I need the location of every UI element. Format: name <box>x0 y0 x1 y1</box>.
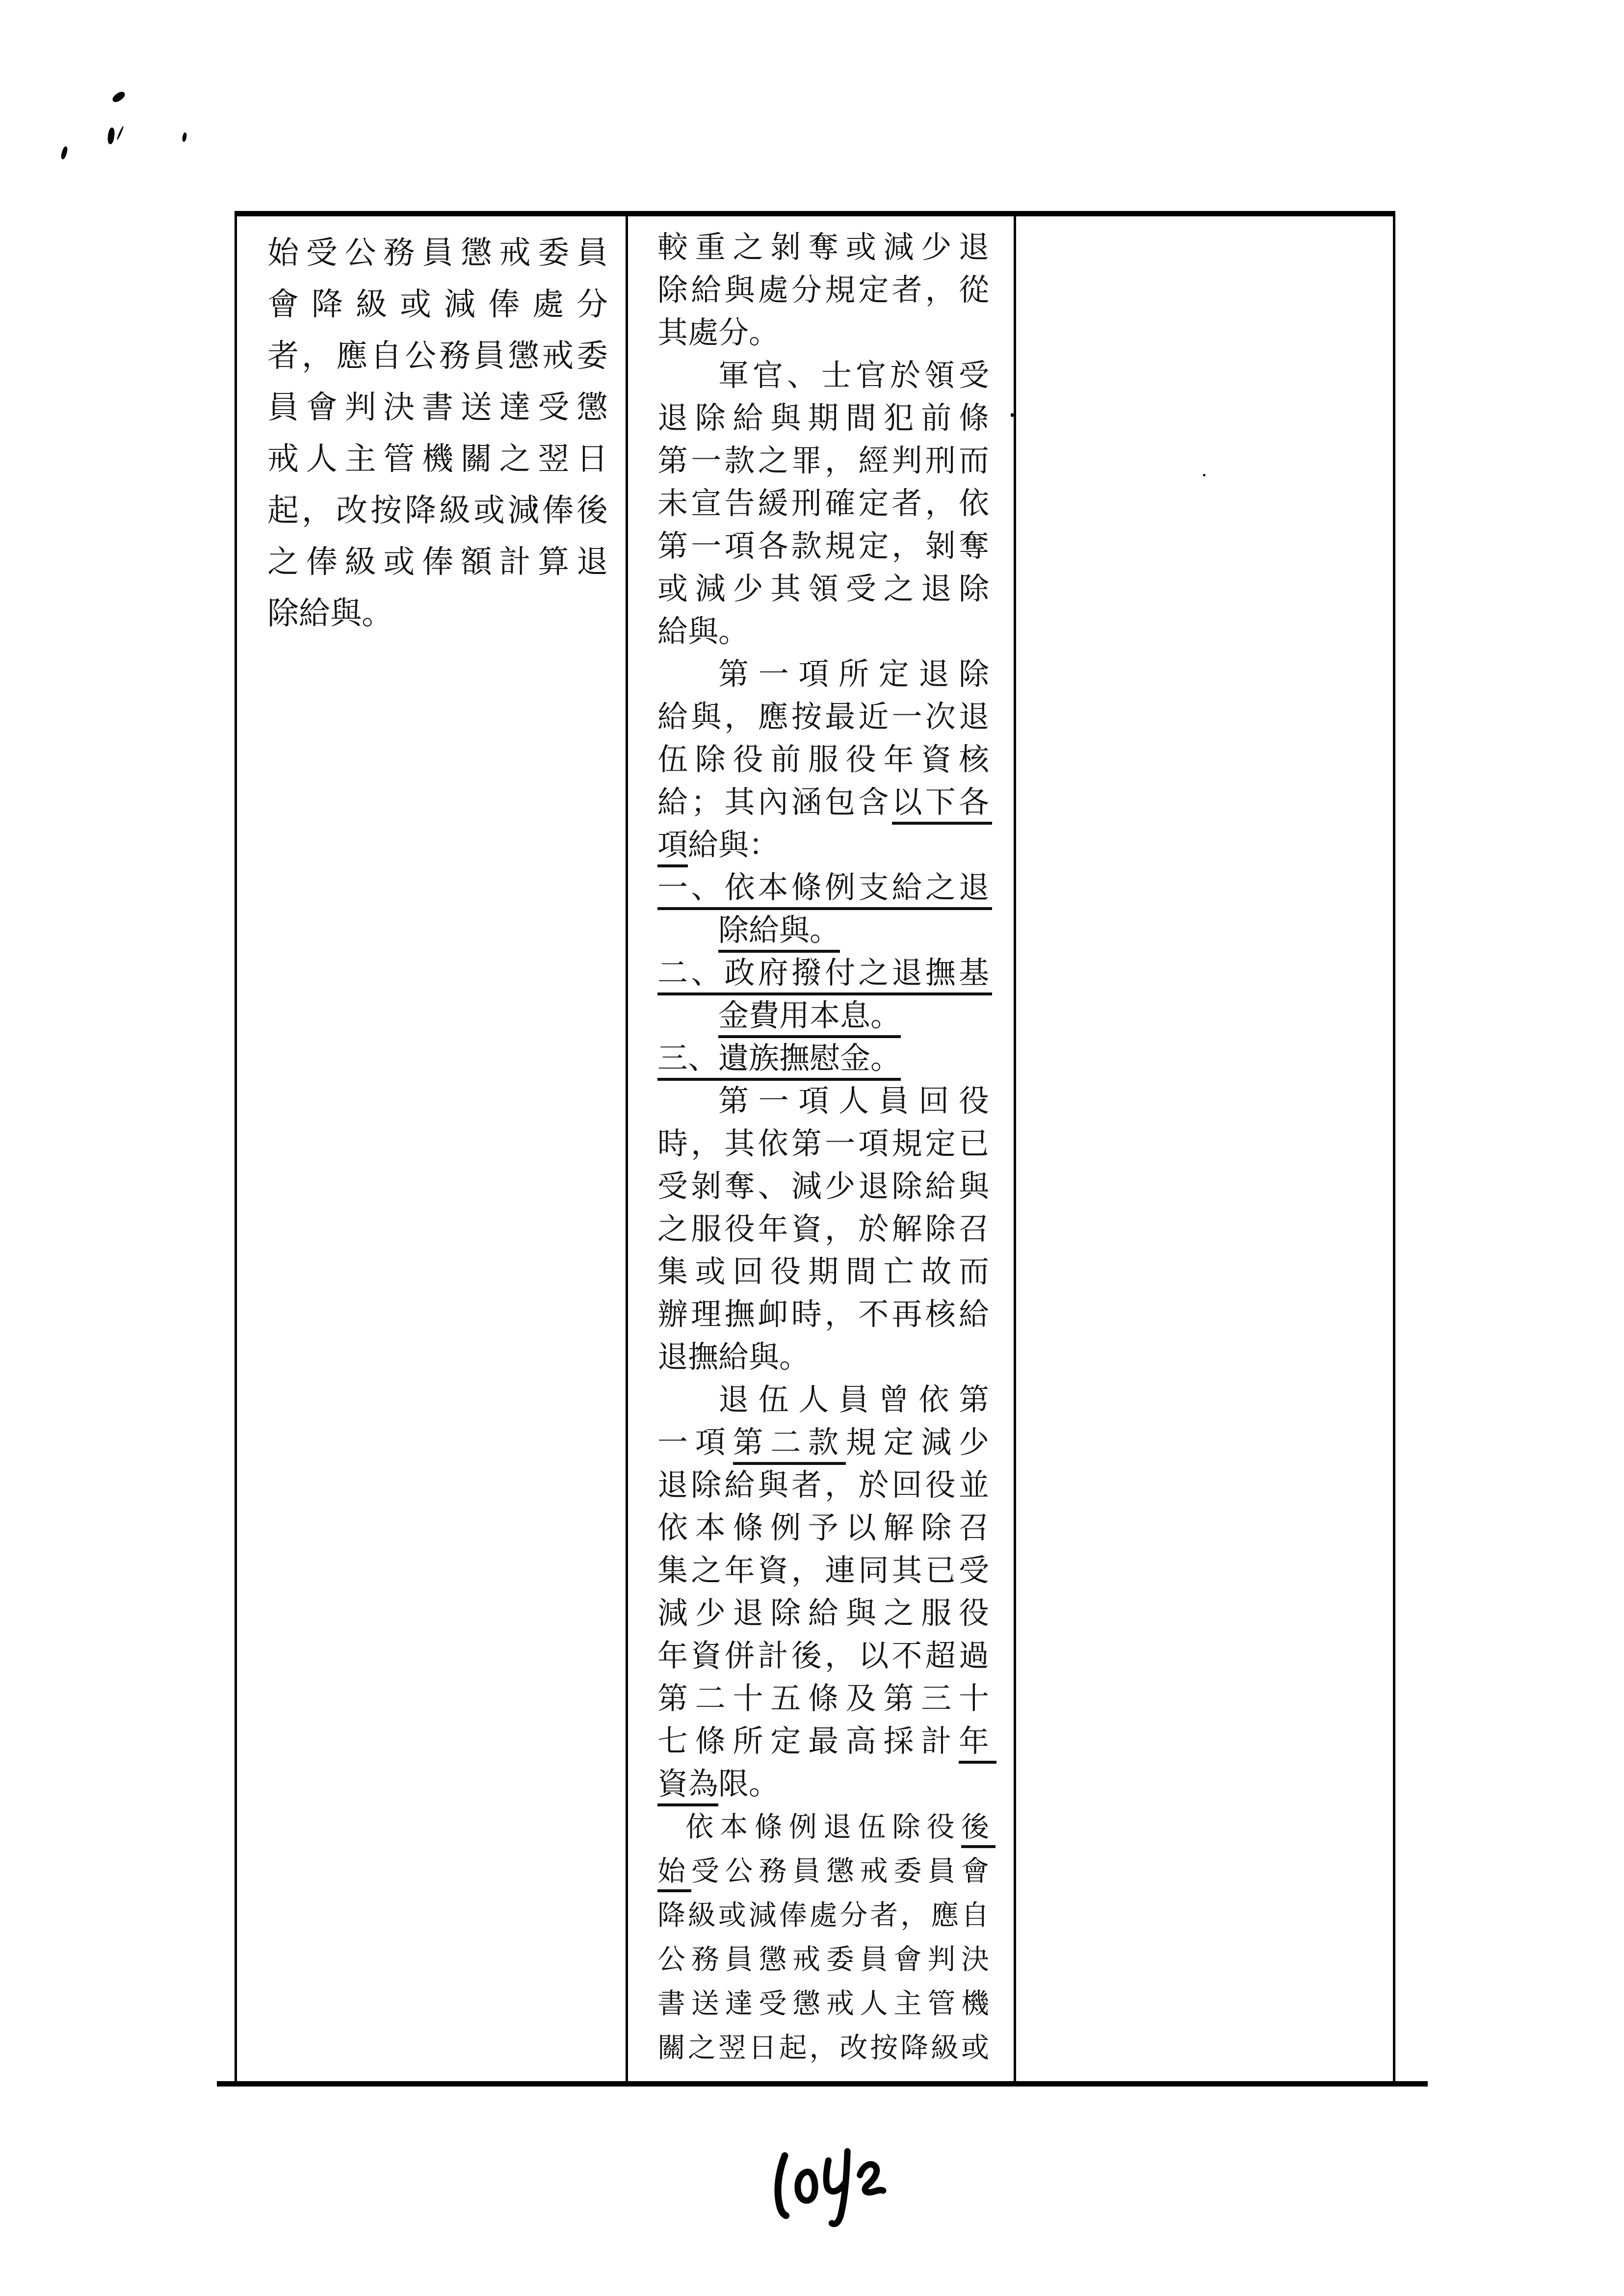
text-line <box>657 735 996 778</box>
text-segment: 減少退除給與之服役 <box>657 1597 996 1630</box>
text-segment: 公務員懲戒委員會判決 <box>657 1944 995 1975</box>
text-segment: 一項 <box>657 1426 733 1460</box>
text-line <box>657 1891 992 1935</box>
ink-speck <box>116 126 124 140</box>
text-line <box>657 522 993 565</box>
underlined-text: 金費用本息。 <box>718 999 901 1038</box>
text-segment: 伍除役前服役年資核 <box>657 743 996 777</box>
underlined-text: 資為 <box>657 1768 718 1806</box>
table-bottom-border <box>217 2081 1428 2087</box>
text-segment: 第一項所定退除 <box>718 658 999 691</box>
text-segment: 依本條例予以解除召 <box>657 1512 996 1545</box>
text-line <box>657 1205 993 1248</box>
text-line <box>657 1034 989 1077</box>
text-segment: 給與。 <box>657 615 749 649</box>
table-column-left <box>237 216 626 2081</box>
text-segment: 給與： <box>688 829 780 862</box>
underlined-text: 二、政府撥付之退撫基 <box>657 957 992 995</box>
underlined-text: 三、遺族撫慰金。 <box>657 1042 901 1081</box>
text-line <box>267 585 608 636</box>
text-line <box>657 949 993 991</box>
text-segment: 其處分。 <box>657 316 780 350</box>
text-line <box>657 1120 993 1162</box>
text-segment: 始受公務員懲戒委員 <box>267 235 615 270</box>
text-line <box>267 327 611 379</box>
text-block-main <box>657 223 999 1802</box>
text-segment: 受剝奪、減少退除給與 <box>657 1170 993 1203</box>
text-segment: 會降級或減俸處分 <box>267 287 621 322</box>
underlined-text: 一、依本條例支給之退 <box>657 871 992 910</box>
text-line <box>657 1333 989 1376</box>
text-segment: 受公務員懲戒委員會 <box>691 1856 995 1887</box>
text-segment: 除給與。 <box>267 596 393 631</box>
text-segment: 限。 <box>718 1768 780 1801</box>
text-line <box>657 906 989 949</box>
text-line <box>267 276 621 327</box>
text-segment: 之俸級或俸額計算退 <box>267 544 615 579</box>
text-line <box>657 1802 996 1847</box>
text-line <box>267 379 615 430</box>
text-segment: 或減少其領受之退除 <box>657 573 996 606</box>
text-line <box>267 533 615 585</box>
handwritten-page-number <box>759 2135 898 2237</box>
ink-speck <box>182 132 187 142</box>
table-column-right <box>1014 216 1393 2081</box>
text-line <box>657 1162 993 1205</box>
table-column-middle <box>626 216 1014 2081</box>
text-segment: 起，改按降級或減俸後 <box>267 493 611 528</box>
text-line <box>657 565 996 607</box>
text-line <box>657 607 989 650</box>
underlined-text: 後 <box>961 1812 995 1848</box>
text-block-compact <box>657 1802 996 2067</box>
text-segment: 七條所定最高採計 <box>657 1725 959 1758</box>
text-segment: 第一項人員回役 <box>718 1085 999 1118</box>
text-segment: 規定減少 <box>845 1426 996 1460</box>
text-line <box>657 266 993 309</box>
text-line <box>267 430 615 482</box>
text-segment: 降級或減俸處分者，應自 <box>657 1900 992 1931</box>
text-segment: 年資併計後，以不超過 <box>657 1640 993 1673</box>
text-line <box>657 1632 993 1674</box>
text-line <box>657 223 996 266</box>
text-segment: 退撫給與。 <box>657 1341 810 1374</box>
text-segment: 第一項各款規定，剝奪 <box>657 530 993 563</box>
text-segment: 員會判決書送達受懲 <box>267 390 615 425</box>
text-line <box>657 351 993 394</box>
text-line <box>657 991 989 1034</box>
text-line <box>657 1546 993 1589</box>
text-line <box>657 1077 999 1120</box>
text-line <box>657 1847 995 1891</box>
text-line <box>657 1290 993 1333</box>
text-line <box>657 2023 992 2067</box>
text-segment: 軍官、士官於領受 <box>718 359 993 392</box>
text-line <box>267 224 615 276</box>
text-segment: 給與，應按最近一次退 <box>657 701 993 734</box>
text-line <box>657 1979 995 2023</box>
text-line <box>657 650 999 693</box>
ink-speck <box>107 127 115 144</box>
text-segment: 退除給與期間犯前條 <box>657 402 996 435</box>
text-line <box>657 1248 996 1290</box>
text-segment: 辦理撫卹時，不再核給 <box>657 1298 993 1331</box>
text-line <box>657 479 993 522</box>
text-line <box>657 1589 996 1632</box>
text-line <box>657 1935 995 1979</box>
text-line <box>657 1461 993 1504</box>
text-line <box>657 1504 996 1546</box>
text-segment: 未宣告緩刑確定者，依 <box>657 487 993 521</box>
text-segment: 時，其依第一項規定已 <box>657 1127 993 1161</box>
ink-speck <box>60 146 68 160</box>
text-line <box>657 821 989 863</box>
underlined-text: 項 <box>657 829 688 867</box>
text-segment: 較重之剝奪或減少退 <box>657 231 996 264</box>
underlined-text: 年 <box>959 1725 996 1764</box>
text-segment: 退除給與者，於回役並 <box>657 1469 993 1502</box>
comparison-table <box>235 211 1395 2081</box>
text-segment: 書送達受懲戒人主管機 <box>657 1988 995 2019</box>
text-segment: 第二十五條及第三十 <box>657 1682 996 1716</box>
underlined-text: 以下各 <box>892 786 993 825</box>
text-line <box>267 482 611 533</box>
underlined-text: 除給與。 <box>718 914 840 953</box>
text-segment: 者，應自公務員懲戒委 <box>267 338 611 373</box>
text-line <box>657 1674 996 1717</box>
text-block-left <box>267 224 621 636</box>
text-segment: 除給與處分規定者，從 <box>657 274 993 307</box>
underlined-text: 第二款 <box>733 1426 846 1465</box>
text-segment: 第一款之罪，經判刑而 <box>657 444 993 478</box>
text-segment: 之服役年資，於解除召 <box>657 1213 993 1246</box>
text-segment: 集之年資，連同其已受 <box>657 1554 993 1588</box>
text-line <box>657 1418 996 1461</box>
text-line <box>657 1760 989 1802</box>
text-line <box>657 778 993 821</box>
text-line <box>657 863 993 906</box>
text-segment: 給；其內涵包含 <box>657 786 892 819</box>
text-line <box>657 693 993 735</box>
text-segment: 集或回役期間亡故而 <box>657 1255 996 1289</box>
text-line <box>657 394 996 437</box>
text-line <box>657 1376 999 1418</box>
text-segment: 依本條例退伍除役 <box>685 1812 961 1843</box>
underlined-text: 始 <box>657 1856 691 1892</box>
text-segment: 退伍人員曾依第 <box>718 1383 999 1417</box>
text-segment: 關之翌日起，改按降級或 <box>657 2033 992 2063</box>
handwriting-strokes <box>759 2135 898 2237</box>
ink-speck <box>111 90 127 104</box>
text-line <box>657 437 993 479</box>
text-line <box>657 1717 996 1760</box>
text-segment: 戒人主管機關之翌日 <box>267 441 615 476</box>
text-line <box>657 309 989 351</box>
